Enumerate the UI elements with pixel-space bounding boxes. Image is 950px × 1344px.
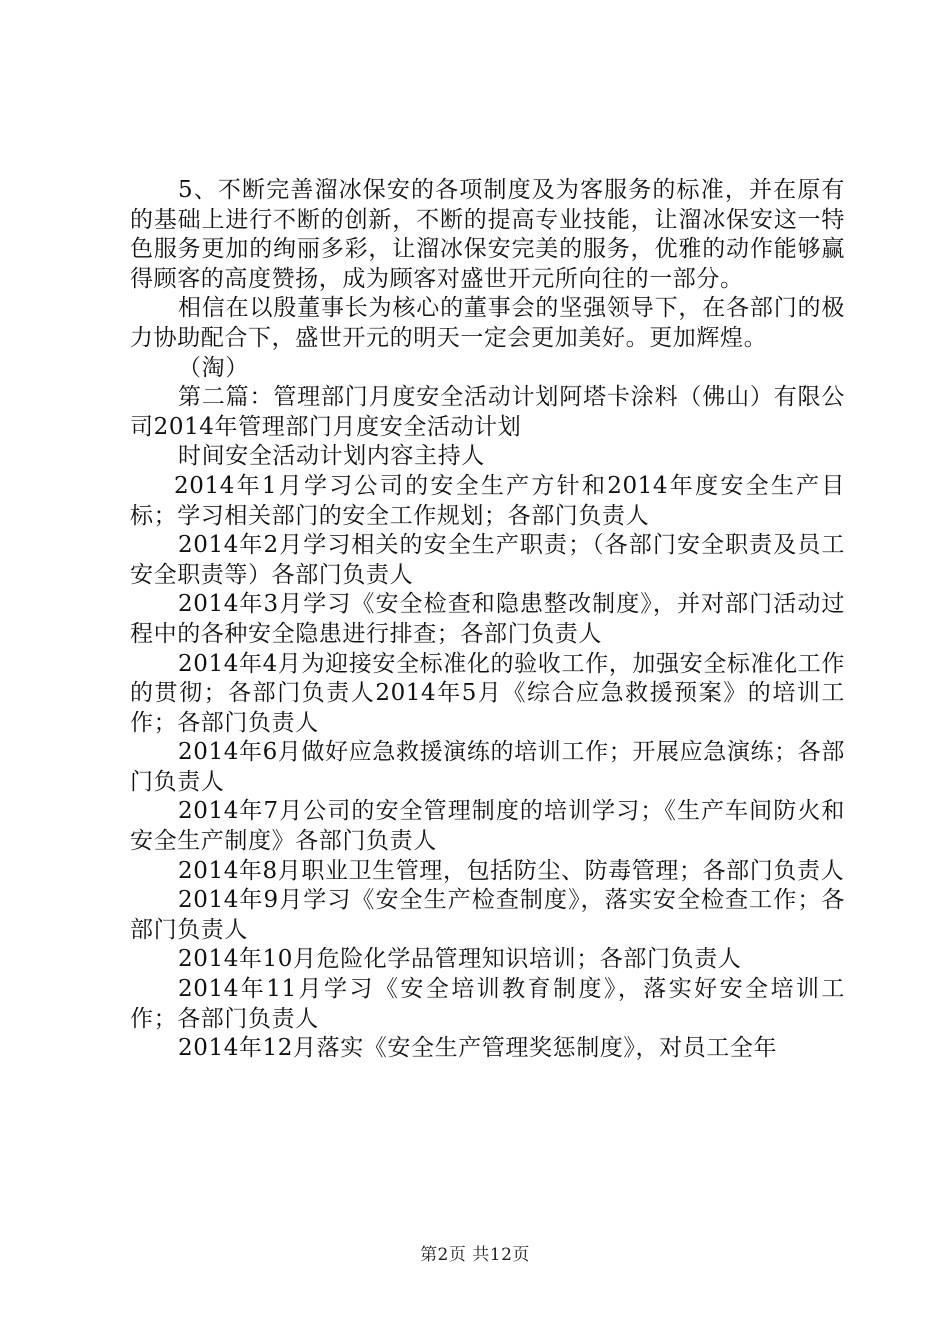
paragraph-plan-august: 2014年8月职业卫生管理，包括防尘、防毒管理；各部门负责人 [178, 857, 845, 884]
paragraph-plan-june: 2014年6月做好应急救援演练的培训工作；开展应急演练；各部门负责人 [130, 739, 845, 795]
paragraph-plan-october: 2014年10月危险化学品管理知识培训；各部门负责人 [178, 946, 742, 973]
paragraph-future-outlook: 相信在以殷董事长为核心的董事会的坚强领导下，在各部门的极力协助配合下，盛世开元的明天一定会更加美好。更加辉煌。 [130, 295, 845, 351]
page-footer: 第2页 共12页 [420, 1245, 530, 1265]
document-body [130, 176, 845, 1064]
paragraph-table-header: 时间安全活动计划内容主持人 [178, 443, 485, 470]
paragraph-plan-july: 2014年7月公司的安全管理制度的培训学习；《生产车间防火和安全生产制度》各部门负责人 [130, 798, 845, 855]
paragraph-plan-september: 2014年9月学习《安全生产检查制度》，落实安全检查工作；各部门负责人 [130, 887, 845, 943]
paragraph-section-two-title: 第二篇：管理部门月度安全活动计划阿塔卡涂料（佛山）有限公司2014年管理部门月度安全活动计划 [130, 384, 845, 440]
paragraph-plan-november: 2014年11月学习《安全培训教育制度》，落实好安全培训工作；各部门负责人 [130, 976, 845, 1032]
paragraph-plan-february: 2014年2月学习相关的安全生产职责；（各部门安全职责及员工安全职责等）各部门负责人 [130, 532, 845, 588]
paragraph-plan-march: 2014年3月学习《安全检查和隐患整改制度》，并对部门活动过程中的各种安全隐患进行排查；各部门负责人 [130, 591, 845, 647]
paragraph-plan-december: 2014年12月落实《安全生产管理奖惩制度》，对员工全年 [178, 1035, 778, 1062]
paragraph-source-note: （淘） [178, 354, 249, 381]
paragraph-plan-january: 2014年1月学习公司的安全生产方针和2014年度安全生产目标；学习相关部门的安全工作规划；各部门负责人 [130, 472, 845, 529]
paragraph-improve-skating-security: 5、不断完善溜冰保安的各项制度及为客服务的标准，并在原有的基础上进行不断的创新，不断的提高专业技能，让溜冰保安这一特色服务更加的绚丽多彩，让溜冰保安完美的服务，优雅的动作能够赢得顾客的高度赞扬，成为顾客对盛世开元所向往的一部分。 [130, 177, 845, 292]
paragraph-plan-april-may: 2014年4月为迎接安全标准化的验收工作，加强安全标准化工作的贯彻；各部门负责人2014年5月《综合应急救援预案》的培训工作；各部门负责人 [130, 650, 845, 736]
